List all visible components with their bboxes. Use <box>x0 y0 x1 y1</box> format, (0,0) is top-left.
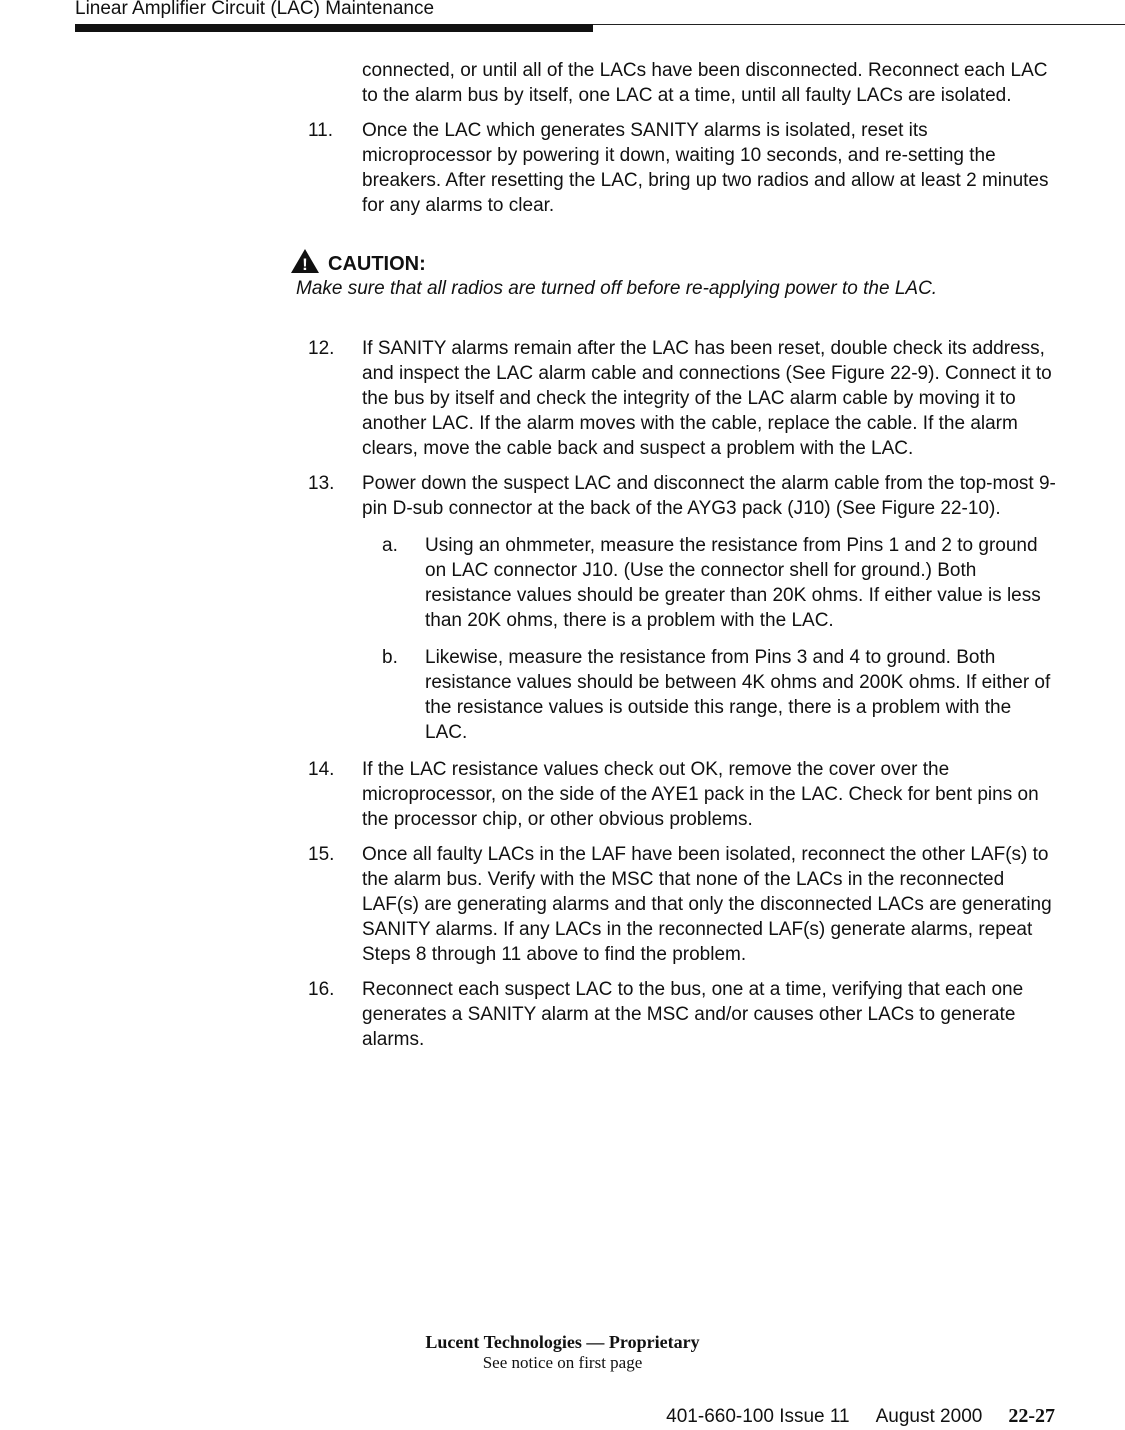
procedure-step <box>308 977 1058 1052</box>
steps-after-caution <box>308 336 1058 1052</box>
substep-text: Using an ohmmeter, measure the resistance from Pins 1 and 2 to ground on LAC connector J10. (Use the connector shell for ground.) Both resistance values should be greater than 20K ohms. If either value is less than 20K ohms, there is a problem with the LAC. <box>425 535 1041 631</box>
lead-paragraph: connected, or until all of the LACs have been disconnected. Reconnect each LAC to the alarm bus by itself, one LAC at a time, until all faulty LACs are isolated. <box>362 60 1048 106</box>
substep-letter: a. <box>382 535 398 556</box>
procedure-substep <box>362 645 1058 745</box>
footer-company: Lucent Technologies — Proprietary <box>425 1332 700 1352</box>
footer-notice: See notice on first page <box>482 1353 643 1372</box>
doc-date: August 2000 <box>875 1406 983 1427</box>
step-text: If the LAC resistance values check out OK, remove the cover over the microprocessor, on the side of the AYE1 pack in the LAC. Check for bent pins on the processor chip, or other obvious problems. <box>362 759 1039 830</box>
step-number: 13. <box>308 473 335 494</box>
step-text: Power down the suspect LAC and disconnect the alarm cable from the top-most 9-pin D-sub connector at the back of the AYG3 pack (J10) (See Figure 22-10). <box>362 473 1056 519</box>
warning-icon <box>290 248 320 274</box>
step-number: 12. <box>308 338 335 359</box>
header-rule-bar <box>75 24 593 32</box>
step-number: 15. <box>308 844 335 865</box>
footer-meta <box>666 1404 1055 1429</box>
document-body <box>296 58 1058 1062</box>
step-number: 16. <box>308 979 335 1000</box>
procedure-step <box>308 757 1058 832</box>
procedure-step <box>308 842 1058 967</box>
caution-box <box>290 250 1058 301</box>
step-number: 11. <box>308 120 334 141</box>
substep-letter: b. <box>382 647 398 668</box>
step-text: Once the LAC which generates SANITY alarms is isolated, reset its microprocessor by powering it down, waiting 10 seconds, and re-setting the breakers. After resetting the LAC, bring up two radios and allow at least 2 minutes for any alarms to clear. <box>362 120 1049 216</box>
doc-number: 401-660-100 Issue 11 <box>666 1406 850 1427</box>
caution-label: CAUTION: <box>328 253 426 275</box>
procedure-step <box>308 336 1058 461</box>
substep-text: Likewise, measure the resistance from Pins 3 and 4 to ground. Both resistance values should be between 4K ohms and 200K ohms. If either of the resistance values is outside this range, there is a problem with the LAC. <box>425 647 1051 743</box>
procedure-step <box>308 471 1058 745</box>
page-number: 22-27 <box>1008 1405 1055 1427</box>
warning-icon-glyph: ! <box>302 255 308 274</box>
step-text: Once all faulty LACs in the LAF have been isolated, reconnect the other LAF(s) to the alarm bus. Verify with the MSC that none of the LACs in the reconnected LAF(s) are generating alarms and that only the disconnected LACs are generating SANITY alarms. If any LACs in the reconnected LAF(s) generate alarms, repeat Steps 8 through 11 above to find the problem. <box>362 844 1052 965</box>
substep-list <box>362 533 1058 745</box>
step-text: If SANITY alarms remain after the LAC has been reset, double check its address, and inspect the LAC alarm cable and connections (See Figure 22-9). Connect it to the bus by itself and check the integrity of the LAC alarm cable by moving it to another LAC. If the alarm moves with the cable, replace the cable. If the alarm clears, move the cable back and suspect a problem with the LAC. <box>362 338 1052 459</box>
steps-before-caution <box>308 118 1058 218</box>
step-number: 14. <box>308 759 335 780</box>
procedure-substep <box>362 533 1058 633</box>
caution-header <box>290 250 1058 276</box>
caution-text: Make sure that all radios are turned off before re-applying power to the LAC. <box>296 278 938 299</box>
procedure-step <box>308 118 1058 218</box>
header-title: Linear Amplifier Circuit (LAC) Maintenance <box>75 0 435 19</box>
step-text: Reconnect each suspect LAC to the bus, one at a time, verifying that each one generates a SANITY alarm at the MSC and/or causes other LACs to generate alarms. <box>362 979 1024 1050</box>
